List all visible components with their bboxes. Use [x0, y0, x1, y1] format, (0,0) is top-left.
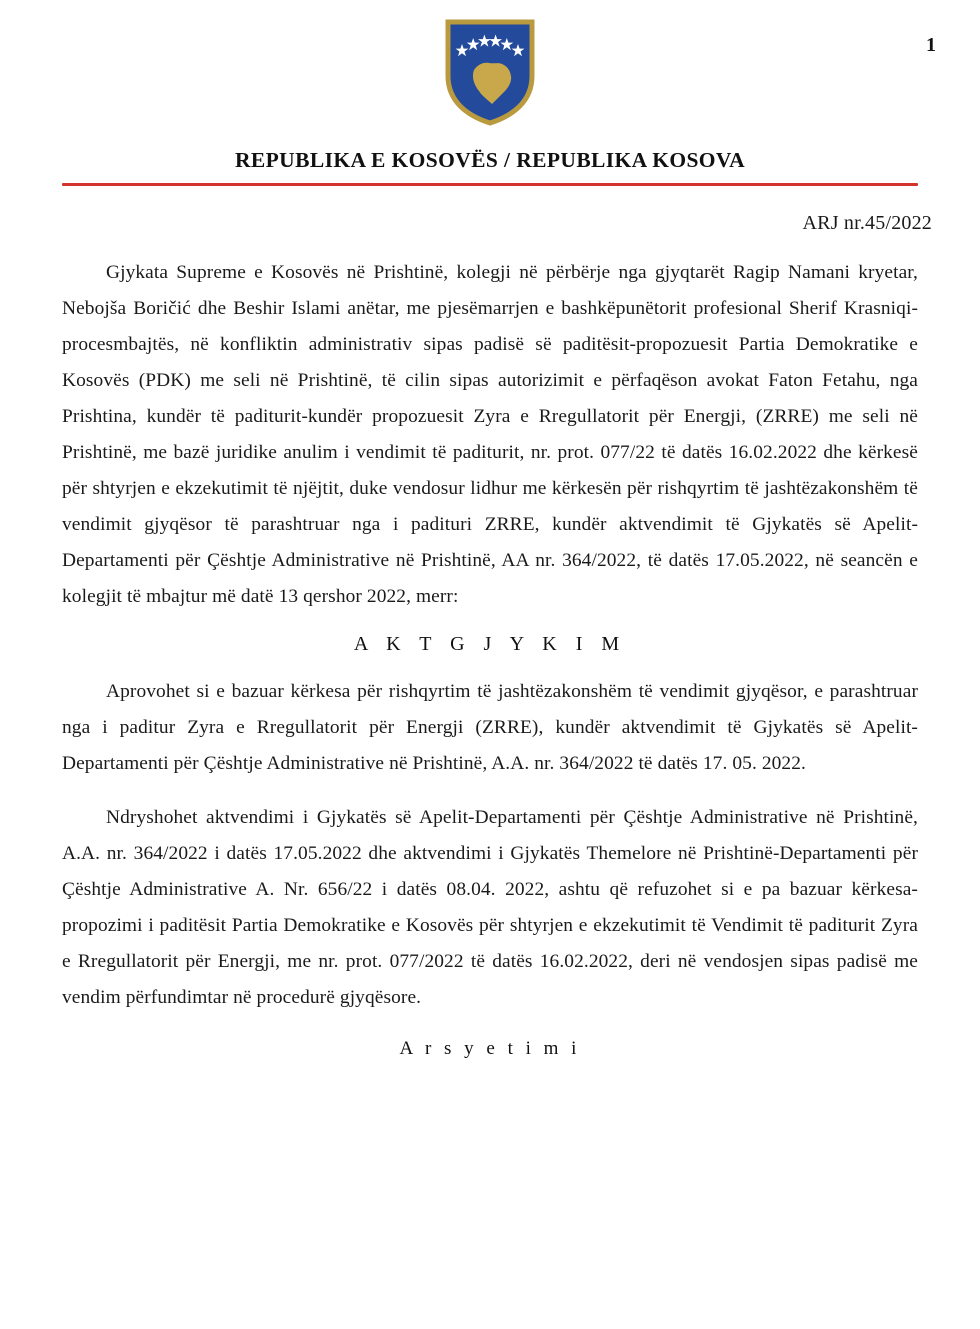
header-divider [62, 183, 918, 186]
page-number: 1 [926, 34, 936, 56]
emblem-container [40, 0, 940, 126]
intro-paragraph: Gjykata Supreme e Kosovës në Prishtinë, kolegji në përbërje nga gjyqtarët Ragip Namani kryetar, Nebojša Boričić dhe Beshir Islami anëtar, me pjesëmarrjen e bashkëpunëtorit profesional Sherif Krasniqi-procesmbajtës, në konfliktin administrativ sipas padisë së paditësit-propozuesit Partia Demokratike e Kosovës (PDK) me seli në Prishtinë, të cilin sipas autorizimit e përfaqëson avokat Faton Fetahu, nga Prishtina, kundër të paditurit-kundër propozuesit Zyra e Rregullatorit për Energji, (ZRRE) me seli në Prishtinë, me bazë juridike anulim i vendimit të paditurit, nr. prot. 077/22 të datës 16.02.2022 dhe kërkesë për shtyrjen e ekzekutimit të njëjtit, duke vendosur lidhur me kërkesën për rishqyrtim të jashtëzakonshëm të vendimit gjyqësor të parashtruar nga i padituri ZRRE, kundër aktvendimit të Gjykatës së Apelit-Departamenti për Çështje Administrative në Prishtinë, AA nr. 364/2022, të datës 17.05.2022, në seancën e kolegjit të mbajtur më datë 13 qershor 2022, merr: [62, 262, 918, 607]
judgment-heading: A K T G J Y K I M [353, 633, 627, 655]
kosovo-coat-of-arms-icon [444, 18, 536, 126]
document-body [62, 255, 918, 1060]
judgment-paragraph-2: Ndryshohet aktvendimi i Gjykatës së Apelit-Departamenti për Çështje Administrative në Prishtinë, A.A. nr. 364/2022 i datës 17.05.2022 dhe aktvendimi i Gjykatës Themelore në Prishtinë-Departamenti për Çështje Administrative A. Nr. 656/22 i datës 08.04. 2022, ashtu që refuzohet si e pa bazuar kërkesa-propozimi i paditësit Partia Demokratike e Kosovës për shtyrjen e ekzekutimit të Vendimit të paditurit Zyra e Rregullatorit për Energji, me nr. prot. 077/2022 të datës 16.02.2022, deri në vendosjen sipas padisë me vendim përfundimtar në procedurë gjyqësore. [62, 807, 918, 1008]
reasoning-heading: A r s y e t i m i [399, 1038, 581, 1059]
judgment-paragraph-1: Aprovohet si e bazuar kërkesa për rishqyrtim të jashtëzakonshëm të vendimit gjyqësor, e parashtruar nga i paditur Zyra e Rregullatorit për Energji (ZRRE), kundër aktvendimit të Gjykatës së Apelit-Departamenti për Çështje Administrative në Prishtinë, A.A. nr. 364/2022 të datës 17. 05. 2022. [62, 681, 918, 774]
case-number: ARJ nr.45/2022 [802, 212, 932, 234]
page-title: REPUBLIKA E KOSOVËS / REPUBLIKA KOSOVA [234, 148, 746, 172]
